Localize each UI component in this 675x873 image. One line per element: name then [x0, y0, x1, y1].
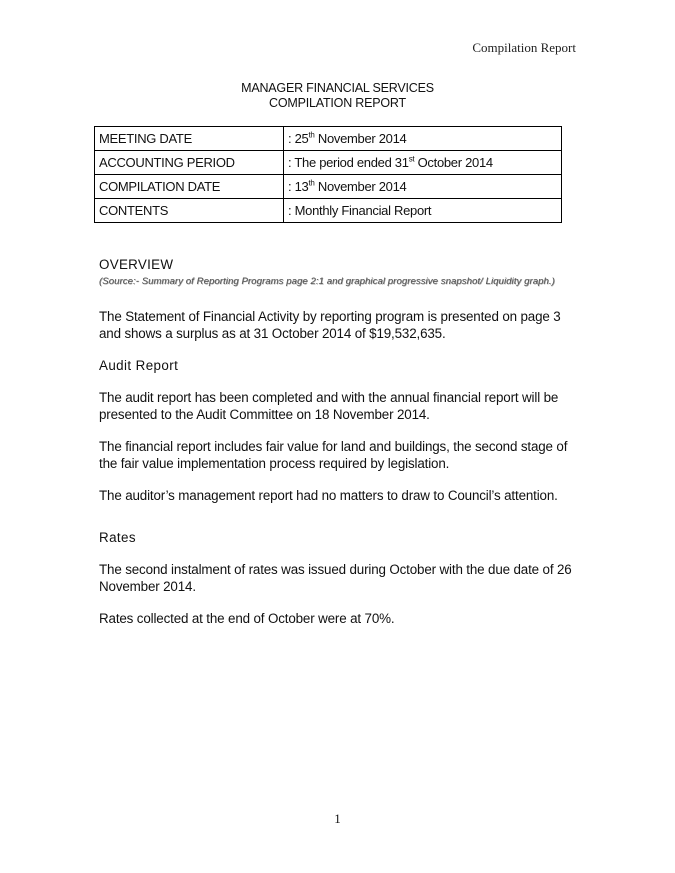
contents-label: CONTENTS — [95, 199, 284, 223]
report-body — [99, 256, 579, 642]
audit-paragraph-2: The financial report includes fair value for land and buildings, the second stage of the fair value implementation process required by legislation. — [99, 439, 568, 471]
document-title — [0, 81, 675, 111]
value-text: November 2014 — [314, 131, 407, 146]
value-sup: th — [308, 178, 315, 188]
value-sup: th — [308, 130, 315, 140]
accounting-period-value — [284, 151, 562, 175]
meeting-date-value — [284, 127, 562, 151]
table-row — [95, 199, 562, 223]
overview-heading: OVERVIEW — [99, 257, 174, 272]
source-note: (Source:- Summary of Reporting Programs page 2:1 and graphical progressive snapshot/ Liquidity graph.) — [99, 276, 555, 287]
value-text: : The period ended 31 — [288, 155, 409, 170]
overview-paragraph: The Statement of Financial Activity by reporting program is presented on page 3 and shows a surplus as at 31 October 2014 of $19,532,635. — [99, 309, 561, 341]
table-row — [95, 175, 562, 199]
value-text: : 25 — [288, 131, 309, 146]
running-header: Compilation Report — [472, 40, 576, 55]
title-line-1: MANAGER FINANCIAL SERVICES — [241, 81, 434, 95]
rates-paragraph-1: The second instalment of rates was issued during October with the due date of 26 November 2014. — [99, 562, 572, 594]
meeting-date-label: MEETING DATE — [95, 127, 284, 151]
audit-paragraph-3: The auditor’s management report had no matters to draw to Council’s attention. — [99, 488, 558, 503]
value-text: : Monthly Financial Report — [288, 203, 432, 218]
value-text: November 2014 — [314, 179, 407, 194]
table-row — [95, 151, 562, 175]
meeting-info-table — [94, 126, 562, 223]
value-sup: st — [408, 154, 415, 164]
accounting-period-label: ACCOUNTING PERIOD — [95, 151, 284, 175]
contents-value — [284, 199, 562, 223]
compilation-date-label: COMPILATION DATE — [95, 175, 284, 199]
page-number: 1 — [334, 811, 341, 826]
value-text: : 13 — [288, 179, 309, 194]
compilation-date-value — [284, 175, 562, 199]
rates-paragraph-2: Rates collected at the end of October were at 70%. — [99, 611, 395, 626]
spacer — [99, 519, 579, 529]
audit-paragraph-1: The audit report has been completed and with the annual financial report will be presented to the Audit Committee on 18 November 2014. — [99, 390, 559, 422]
value-text: October 2014 — [414, 155, 493, 170]
rates-heading: Rates — [99, 530, 136, 545]
table-row — [95, 127, 562, 151]
audit-report-heading: Audit Report — [99, 358, 179, 373]
title-line-2: COMPILATION REPORT — [269, 96, 406, 110]
